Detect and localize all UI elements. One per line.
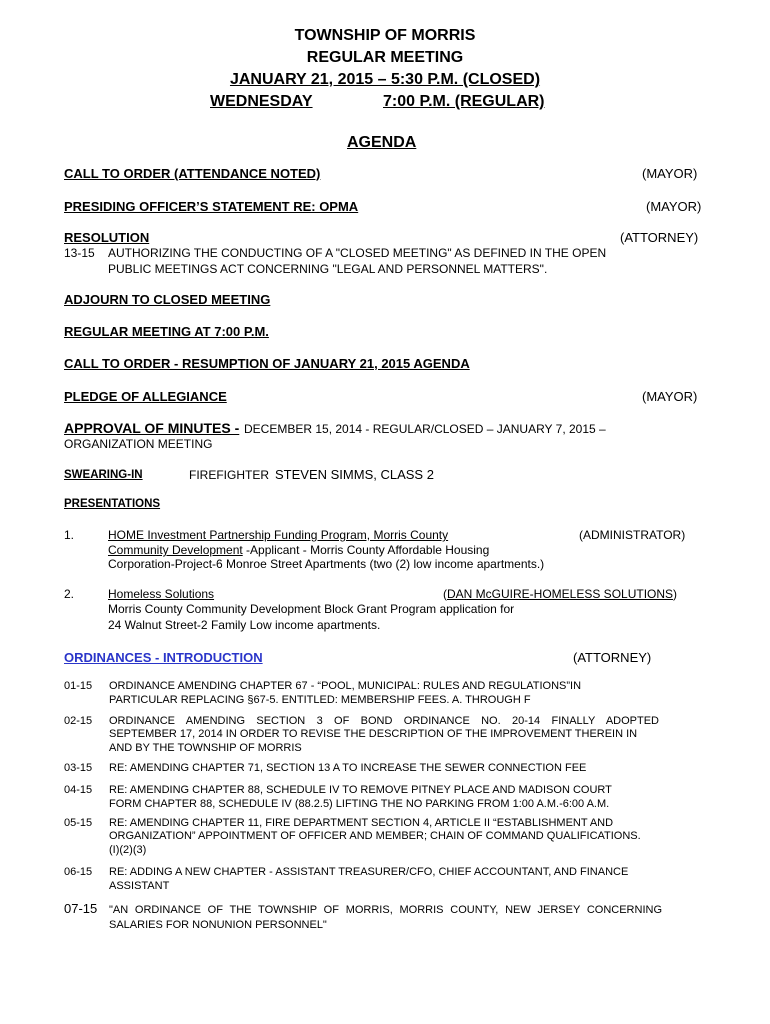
presentation-1-line-2-rest: -Applicant - Morris County Affordable Housing xyxy=(242,543,490,557)
ordinances-heading: ORDINANCES - INTRODUCTION xyxy=(64,650,263,665)
ordinance-05-15-line-2: ORGANIZATION” APPOINTMENT OF OFFICER AND MEMBER; CHAIN OF COMMAND QUALIFICATIONS. xyxy=(109,830,641,842)
resolution-who: (ATTORNEY) xyxy=(620,230,699,245)
title-meeting: REGULAR MEETING xyxy=(306,49,464,66)
ordinance-05-15-line-1: RE: AMENDING CHAPTER 11, FIRE DEPARTMENT SECTION 4, ARTICLE II “ESTABLISHMENT AND xyxy=(109,817,614,829)
ordinances-who: (ATTORNEY) xyxy=(573,650,652,665)
ordinance-02-15-line-1: ORDINANCE AMENDING SECTION 3 OF BOND ORDINANCE NO. 20-14 FINALLY ADOPTED xyxy=(109,715,659,727)
ordinance-02-15-line-3: AND BY THE TOWNSHIP OF MORRIS xyxy=(109,742,302,754)
swearing-role: FIREFIGHTER xyxy=(189,468,269,482)
presentation-2-line-1: Homeless Solutions xyxy=(108,587,215,601)
ordinance-01-15-line-1: ORDINANCE AMENDING CHAPTER 67 - “POOL, MUNICIPAL: RULES AND REGULATIONS”IN xyxy=(109,680,582,692)
resolution-line-2: PUBLIC MEETINGS ACT CONCERNING "LEGAL AND PERSONNEL MATTERS". xyxy=(108,262,548,276)
ordinance-06-15-number: 06-15 xyxy=(64,866,93,878)
presiding-who: (MAYOR) xyxy=(646,199,702,214)
presiding-label: PRESIDING OFFICER’S STATEMENT RE: OPMA xyxy=(64,199,359,214)
ordinance-07-15-line-1: "AN ORDINANCE OF THE TOWNSHIP OF MORRIS, MORRIS COUNTY, NEW JERSEY CONCERNING xyxy=(109,904,662,916)
minutes-line-2: ORGANIZATION MEETING xyxy=(64,437,213,451)
minutes-label: APPROVAL OF MINUTES - xyxy=(64,420,240,436)
ordinance-04-15-line-2: FORM CHAPTER 88, SCHEDULE IV (88.2.5) LIFTING THE NO PARKING FROM 1:00 A.M.-6:00 A.M. xyxy=(109,798,610,810)
swearing-name: STEVEN SIMMS, CLASS 2 xyxy=(275,467,434,482)
ordinance-06-15-line-1: RE: ADDING A NEW CHAPTER - ASSISTANT TREASURER/CFO, CHIEF ACCOUNTANT, AND FINANCE xyxy=(109,866,629,878)
presentation-1-line-3: Corporation-Project-6 Monroe Street Apartments (two (2) low income apartments.) xyxy=(108,557,545,571)
presentation-1-line-2 xyxy=(108,543,489,557)
resolution-line-1: AUTHORIZING THE CONDUCTING OF A "CLOSED MEETING" AS DEFINED IN THE OPEN xyxy=(108,246,607,260)
presentation-2-who xyxy=(443,587,677,601)
ordinance-06-15-line-2: ASSISTANT xyxy=(109,880,170,892)
ordinance-07-15-number: 07-15 xyxy=(64,901,98,916)
agenda-heading: AGENDA xyxy=(347,134,417,151)
ordinance-05-15-line-3: (I)(2)(3) xyxy=(109,844,147,856)
title-day: WEDNESDAY xyxy=(210,93,313,110)
presentation-1-line-2-underlined: Community Development xyxy=(108,543,243,557)
ordinance-04-15-line-1: RE: AMENDING CHAPTER 88, SCHEDULE IV TO REMOVE PITNEY PLACE AND MADISON COURT xyxy=(109,784,612,796)
ordinance-03-15-number: 03-15 xyxy=(64,762,93,774)
title-township: TOWNSHIP OF MORRIS xyxy=(294,27,476,44)
presentation-2-who-name: DAN McGUIRE-HOMELESS SOLUTIONS xyxy=(447,587,674,601)
call-to-order-label: CALL TO ORDER (ATTENDANCE NOTED) xyxy=(64,166,321,181)
presentation-1-number: 1. xyxy=(64,528,75,542)
presentation-2-line-2: Morris County Community Development Block Grant Program application for xyxy=(108,602,515,616)
pledge-label: PLEDGE OF ALLEGIANCE xyxy=(64,389,227,404)
ordinance-01-15-number: 01-15 xyxy=(64,680,93,692)
ordinance-03-15-line-1: RE: AMENDING CHAPTER 71, SECTION 13 A TO INCREASE THE SEWER CONNECTION FEE xyxy=(109,762,587,774)
ordinance-05-15-number: 05-15 xyxy=(64,817,93,829)
presentation-2-who-close: ) xyxy=(673,587,678,601)
swearing-label: SWEARING-IN xyxy=(64,469,143,481)
presentation-2-number: 2. xyxy=(64,587,75,601)
resolution-number: 13-15 xyxy=(64,246,95,260)
presentation-1-who: (ADMINISTRATOR) xyxy=(579,528,686,542)
regular-meeting-heading: REGULAR MEETING AT 7:00 P.M. xyxy=(64,324,269,339)
presentation-2-line-3: 24 Walnut Street-2 Family Low income apartments. xyxy=(108,618,381,632)
adjourn-heading: ADJOURN TO CLOSED MEETING xyxy=(64,292,271,307)
resumption-heading: CALL TO ORDER - RESUMPTION OF JANUARY 21, 2015 AGENDA xyxy=(64,356,470,371)
title-date: JANUARY 21, 2015 – 5:30 P.M. (CLOSED) xyxy=(229,71,541,88)
title-time: 7:00 P.M. (REGULAR) xyxy=(383,93,545,110)
presentation-2-who-open: ( xyxy=(443,587,447,601)
ordinance-04-15-number: 04-15 xyxy=(64,784,93,796)
minutes-line-1: DECEMBER 15, 2014 - REGULAR/CLOSED – JANUARY 7, 2015 – xyxy=(244,422,606,436)
ordinance-01-15-line-2: PARTICULAR REPLACING §67-5. ENTITLED: MEMBERSHIP FEES. A. THROUGH F xyxy=(109,694,531,706)
presentation-1-line-1: HOME Investment Partnership Funding Program, Morris County xyxy=(108,528,449,542)
ordinance-07-15-line-2: SALARIES FOR NONUNION PERSONNEL" xyxy=(109,919,327,931)
resolution-label: RESOLUTION xyxy=(64,230,150,245)
ordinance-02-15-line-2: SEPTEMBER 17, 2014 IN ORDER TO REVISE THE DESCRIPTION OF THE IMPROVEMENT THEREIN IN xyxy=(109,728,638,740)
presentations-heading: PRESENTATIONS xyxy=(64,498,161,510)
ordinance-02-15-number: 02-15 xyxy=(64,715,93,727)
call-to-order-who: (MAYOR) xyxy=(642,166,698,181)
pledge-who: (MAYOR) xyxy=(642,389,698,404)
